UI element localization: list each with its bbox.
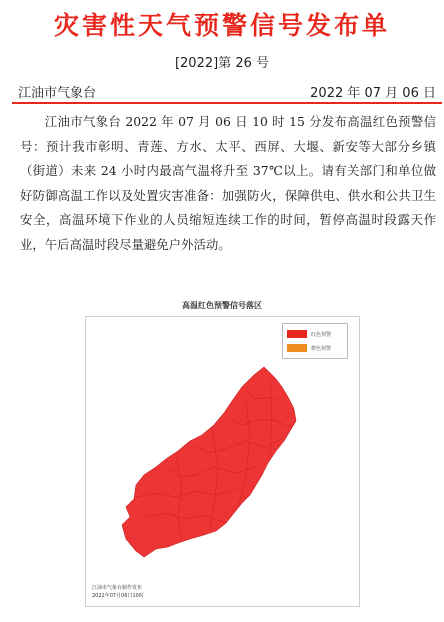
warning-region-shape: [122, 367, 296, 557]
legend-item-red: [287, 330, 331, 338]
legend-item-orange: [287, 344, 331, 352]
map-credit-time: 2022年07月06日10时: [92, 593, 144, 599]
issue-date: 2022 年 07 月 06 日: [310, 86, 436, 101]
legend-label-orange: 橙色预警: [311, 345, 332, 352]
header-divider: [12, 102, 442, 104]
map-legend: [282, 323, 348, 359]
legend-swatch-red: [287, 330, 307, 338]
warning-text: 江油市气象台 2022 年 07 月 06 日 10 时 15 分发布高温红色预警信号：预计我市彰明、青莲、方水、太平、西屏、大堰、新安等大部分乡镇（街道）未来 24 小时内最高气温将升至 37℃以上。请有关部门和单位做好防御高温工作以及处置灾害准备：加强防火，保障供电、供水和公共卫生安全，高温环境下作业的人员缩短连续工作的时间，暂停高温时段露天作业，午后高温时段尽量避免户外活动。: [20, 114, 436, 252]
map-credit-issuer: 江油市气象台制作发布: [92, 585, 143, 591]
legend-swatch-orange: [287, 344, 307, 352]
warning-area-map: [86, 317, 359, 606]
legend-label-red: 红色预警: [311, 331, 332, 338]
issuer-name: 江油市气象台: [18, 86, 97, 101]
map-title: 高温红色预警信号落区: [182, 301, 262, 310]
map-credit: [92, 584, 144, 600]
document-number: [2022]第 26 号: [174, 56, 270, 71]
page-title: 灾害性天气预警信号发布单: [53, 11, 390, 40]
warning-map: [85, 316, 360, 607]
